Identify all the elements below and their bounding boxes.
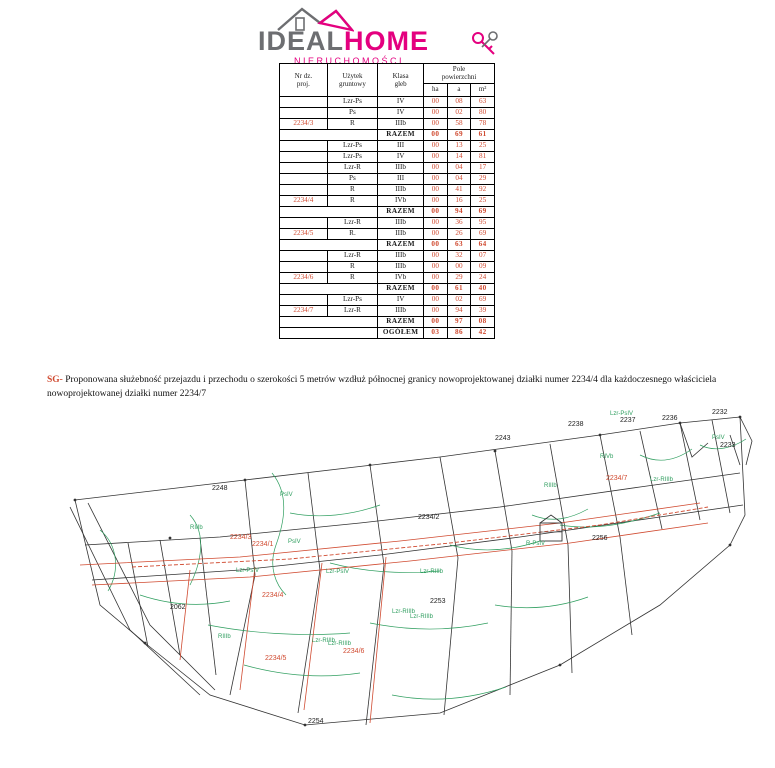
cell-ha: 00 xyxy=(424,195,448,206)
cell-parcel-number xyxy=(280,294,328,305)
cell-parcel-number: 2234/3 xyxy=(280,118,328,129)
cell-m2: 25 xyxy=(471,195,495,206)
table-row xyxy=(280,151,495,162)
map-soil-label-7: Lzr-RIIIb xyxy=(312,638,336,644)
map-label-2062: 2062 xyxy=(170,604,186,611)
cell-ha: 00 xyxy=(424,250,448,261)
cell-m2: 64 xyxy=(471,239,495,250)
cell-a: 58 xyxy=(447,118,471,129)
map-soil-label-6: Lzr-RIIIb xyxy=(410,614,434,620)
cell-ha: 00 xyxy=(424,162,448,173)
cell-soil-class: IIIb xyxy=(378,305,424,316)
logo-subtitle: NIERUCHOMOŚCI xyxy=(294,56,405,66)
map-label-2238: 2238 xyxy=(568,421,584,428)
map-green-soil-labels xyxy=(190,411,725,647)
table-row xyxy=(280,239,495,250)
map-parcel-boundaries xyxy=(70,417,752,725)
cell-m2: 29 xyxy=(471,173,495,184)
cell-parcel-number xyxy=(280,217,328,228)
map-soil-label-4: Lzr-PsIV xyxy=(236,568,260,574)
cell-ha: 00 xyxy=(424,140,448,151)
cell-soil-class: IIIb xyxy=(378,217,424,228)
cell-parcel-number xyxy=(280,184,328,195)
cell-soil-class: IIIb xyxy=(378,162,424,173)
map-soil-label-15: Lzr-RIIIb xyxy=(328,641,352,647)
cell-parcel-number xyxy=(280,140,328,151)
table-header-row-1 xyxy=(280,64,495,84)
map-label-2237: 2237 xyxy=(620,417,636,424)
cell-parcel-number xyxy=(280,129,378,140)
cell-m2: 80 xyxy=(471,107,495,118)
cell-soil-class: IV xyxy=(378,107,424,118)
cell-land-use: R xyxy=(327,261,377,272)
cell-a: 86 xyxy=(447,327,471,338)
cell-parcel-number xyxy=(280,239,378,250)
cell-m2: 42 xyxy=(471,327,495,338)
table-row xyxy=(280,261,495,272)
map-label-2254: 2254 xyxy=(308,718,324,725)
map-soil-label-9: RIIIb xyxy=(544,483,557,489)
map-label-2248: 2248 xyxy=(212,485,228,492)
table-row xyxy=(280,118,495,129)
cell-ha: 00 xyxy=(424,283,448,294)
cell-m2: 39 xyxy=(471,305,495,316)
cell-ha: 00 xyxy=(424,294,448,305)
map-soil-label-1: PsIV xyxy=(288,539,301,545)
cell-a: 16 xyxy=(447,195,471,206)
header-soil-class: Klasa gleb xyxy=(378,64,424,97)
map-vertex-markers xyxy=(74,416,742,727)
cell-ha: 00 xyxy=(424,184,448,195)
cell-m2: 09 xyxy=(471,261,495,272)
cell-ha: 00 xyxy=(424,206,448,217)
cell-ha: 00 xyxy=(424,107,448,118)
cell-land-use: R xyxy=(327,118,377,129)
cell-land-use: Lzr-R xyxy=(327,305,377,316)
map-label-2234-7: 2234/7 xyxy=(606,475,628,482)
header-land-use: Użytek gruntowy xyxy=(327,64,377,97)
cell-m2: 69 xyxy=(471,228,495,239)
cadastral-map-svg xyxy=(40,395,770,745)
cell-m2: 78 xyxy=(471,118,495,129)
table-row xyxy=(280,96,495,107)
table-row xyxy=(280,272,495,283)
cell-land-use: Ps xyxy=(327,173,377,184)
cell-parcel-number xyxy=(280,327,378,338)
cell-land-use: Lzr-Ps xyxy=(327,140,377,151)
cell-a: 14 xyxy=(447,151,471,162)
cell-summary-label: RAZEM xyxy=(378,283,424,294)
cell-parcel-number xyxy=(280,173,328,184)
map-label-2234-2: 2234/2 xyxy=(418,514,440,521)
cell-land-use: R xyxy=(327,184,377,195)
cell-a: 69 xyxy=(447,129,471,140)
map-soil-label-5: Lzr-RIIIb xyxy=(420,569,444,575)
map-label-2236: 2236 xyxy=(662,415,678,422)
cell-a: 00 xyxy=(447,261,471,272)
servitude-note-prefix: SG- xyxy=(47,375,63,385)
map-soil-label-8: Lzr-RIIIb xyxy=(650,477,674,483)
table-row xyxy=(280,228,495,239)
cell-m2: 92 xyxy=(471,184,495,195)
cell-ha: 00 xyxy=(424,96,448,107)
cell-parcel-number xyxy=(280,151,328,162)
map-label-2256: 2256 xyxy=(592,535,608,542)
cell-parcel-number xyxy=(280,107,328,118)
map-soil-label-3: Lzr-PsIV xyxy=(326,569,350,575)
cell-parcel-number: 2234/5 xyxy=(280,228,328,239)
cell-a: 13 xyxy=(447,140,471,151)
cell-parcel-number xyxy=(280,261,328,272)
cell-land-use: Lzr-R xyxy=(327,250,377,261)
cell-land-use: Lzr-Ps xyxy=(327,151,377,162)
cell-parcel-number xyxy=(280,206,378,217)
land-register-table-container xyxy=(279,63,495,339)
cell-soil-class: IVb xyxy=(378,272,424,283)
cell-a: 94 xyxy=(447,206,471,217)
cell-m2: 61 xyxy=(471,129,495,140)
header-a: a xyxy=(447,83,471,96)
table-row xyxy=(280,162,495,173)
cell-soil-class: IV xyxy=(378,96,424,107)
cell-summary-label: RAZEM xyxy=(378,316,424,327)
servitude-note-text: Proponowana służebność przejazdu i przechodu o szerokości 5 metrów wzdłuż północnej granicy nowoprojektowanej działki numer 2234/4 dla każdoczesnego właściciela nowoprojektowanej działki numer 2234/7 xyxy=(47,375,717,399)
map-label-2233: 2233 xyxy=(720,442,736,449)
cell-soil-class: IV xyxy=(378,151,424,162)
cell-parcel-number xyxy=(280,283,378,294)
cell-a: 04 xyxy=(447,173,471,184)
cell-m2: 40 xyxy=(471,283,495,294)
map-label-2234-6: 2234/6 xyxy=(343,648,365,655)
cell-m2: 25 xyxy=(471,140,495,151)
cell-parcel-number: 2234/6 xyxy=(280,272,328,283)
keys-icon xyxy=(470,30,500,60)
cell-parcel-number xyxy=(280,250,328,261)
table-row xyxy=(280,316,495,327)
table-row xyxy=(280,294,495,305)
map-soil-label-11: PsIV xyxy=(712,435,725,441)
cell-summary-label: RAZEM xyxy=(378,239,424,250)
cell-a: 29 xyxy=(447,272,471,283)
table-row xyxy=(280,217,495,228)
cell-a: 36 xyxy=(447,217,471,228)
cell-m2: 95 xyxy=(471,217,495,228)
cell-land-use: Lzr-R xyxy=(327,217,377,228)
cell-a: 02 xyxy=(447,107,471,118)
cell-summary-label: RAZEM xyxy=(378,129,424,140)
map-soil-label-10: RIVb xyxy=(600,454,614,460)
cell-ha: 00 xyxy=(424,316,448,327)
cell-a: 32 xyxy=(447,250,471,261)
table-row xyxy=(280,305,495,316)
cell-a: 97 xyxy=(447,316,471,327)
cell-m2: 17 xyxy=(471,162,495,173)
logo-wordmark xyxy=(258,28,429,55)
map-label-2232: 2232 xyxy=(712,409,728,416)
table-row xyxy=(280,129,495,140)
cell-soil-class: III xyxy=(378,140,424,151)
map-label-2234-3: 2234/3 xyxy=(230,534,252,541)
cell-ha: 00 xyxy=(424,239,448,250)
cell-ha: 00 xyxy=(424,173,448,184)
table-row xyxy=(280,184,495,195)
map-soil-label-16: Lzr-RIIIb xyxy=(392,609,416,615)
cell-soil-class: IV xyxy=(378,294,424,305)
cell-ha: 03 xyxy=(424,327,448,338)
header-area: Pole powierzchni xyxy=(424,64,495,84)
cell-m2: 69 xyxy=(471,206,495,217)
cell-parcel-number xyxy=(280,96,328,107)
cell-soil-class: IIIb xyxy=(378,184,424,195)
map-soil-label-0: PsIV xyxy=(280,492,293,498)
cell-m2: 81 xyxy=(471,151,495,162)
table-row xyxy=(280,327,495,338)
company-logo xyxy=(258,6,508,64)
cell-soil-class: IIIb xyxy=(378,250,424,261)
cell-soil-class: IVb xyxy=(378,195,424,206)
cell-land-use: Lzr-Ps xyxy=(327,294,377,305)
table-row xyxy=(280,195,495,206)
map-soil-label-13: Lzr-PsIV xyxy=(610,411,634,417)
cell-a: 08 xyxy=(447,96,471,107)
cell-a: 04 xyxy=(447,162,471,173)
cell-parcel-number xyxy=(280,316,378,327)
header-ha: ha xyxy=(424,83,448,96)
logo-home-text: HOME xyxy=(344,26,429,56)
land-register-table xyxy=(279,63,495,339)
table-row xyxy=(280,206,495,217)
cell-m2: 07 xyxy=(471,250,495,261)
cell-summary-label: RAZEM xyxy=(378,206,424,217)
cell-ha: 00 xyxy=(424,272,448,283)
map-label-2243: 2243 xyxy=(495,435,511,442)
table-row xyxy=(280,250,495,261)
cell-land-use: R. xyxy=(327,228,377,239)
cell-land-use: Ps xyxy=(327,107,377,118)
cell-parcel-number: 2234/7 xyxy=(280,305,328,316)
table-row xyxy=(280,140,495,151)
cell-ha: 00 xyxy=(424,261,448,272)
cell-a: 02 xyxy=(447,294,471,305)
cell-a: 63 xyxy=(447,239,471,250)
table-row xyxy=(280,107,495,118)
cell-parcel-number: 2234/4 xyxy=(280,195,328,206)
cell-soil-class: III xyxy=(378,173,424,184)
header-m2: m² xyxy=(471,83,495,96)
cell-ha: 00 xyxy=(424,228,448,239)
cell-ha: 00 xyxy=(424,217,448,228)
header-parcel-number: Nr dz. proj. xyxy=(280,64,328,97)
cell-land-use: R xyxy=(327,272,377,283)
cell-a: 26 xyxy=(447,228,471,239)
table-row xyxy=(280,283,495,294)
map-label-2234-4: 2234/4 xyxy=(262,592,284,599)
table-row xyxy=(280,173,495,184)
cell-ha: 00 xyxy=(424,305,448,316)
map-soil-label-2: RIIIb xyxy=(190,525,203,531)
cell-parcel-number xyxy=(280,162,328,173)
cell-soil-class: IIIb xyxy=(378,261,424,272)
cell-a: 94 xyxy=(447,305,471,316)
cell-a: 61 xyxy=(447,283,471,294)
cell-soil-class: IIIb xyxy=(378,118,424,129)
cell-land-use: R xyxy=(327,195,377,206)
table-body xyxy=(280,96,495,338)
map-soil-label-12: R-PsIV xyxy=(526,541,546,547)
cell-summary-label: OGÓŁEM xyxy=(378,327,424,338)
cell-m2: 69 xyxy=(471,294,495,305)
cell-ha: 00 xyxy=(424,151,448,162)
map-soil-label-14: RIIIb xyxy=(218,634,231,640)
cell-land-use: Lzr-Ps xyxy=(327,96,377,107)
map-label-2253: 2253 xyxy=(430,598,446,605)
cell-m2: 63 xyxy=(471,96,495,107)
cadastral-map xyxy=(40,395,770,745)
logo-ideal-text: IDEAL xyxy=(258,26,344,56)
cell-ha: 00 xyxy=(424,129,448,140)
map-label-2234-1: 2234/1 xyxy=(252,541,274,548)
cell-a: 41 xyxy=(447,184,471,195)
map-label-2234-5: 2234/5 xyxy=(265,655,287,662)
cell-ha: 00 xyxy=(424,118,448,129)
cell-soil-class: IIIb xyxy=(378,228,424,239)
cell-land-use: Lzr-R xyxy=(327,162,377,173)
cell-m2: 08 xyxy=(471,316,495,327)
cell-m2: 24 xyxy=(471,272,495,283)
